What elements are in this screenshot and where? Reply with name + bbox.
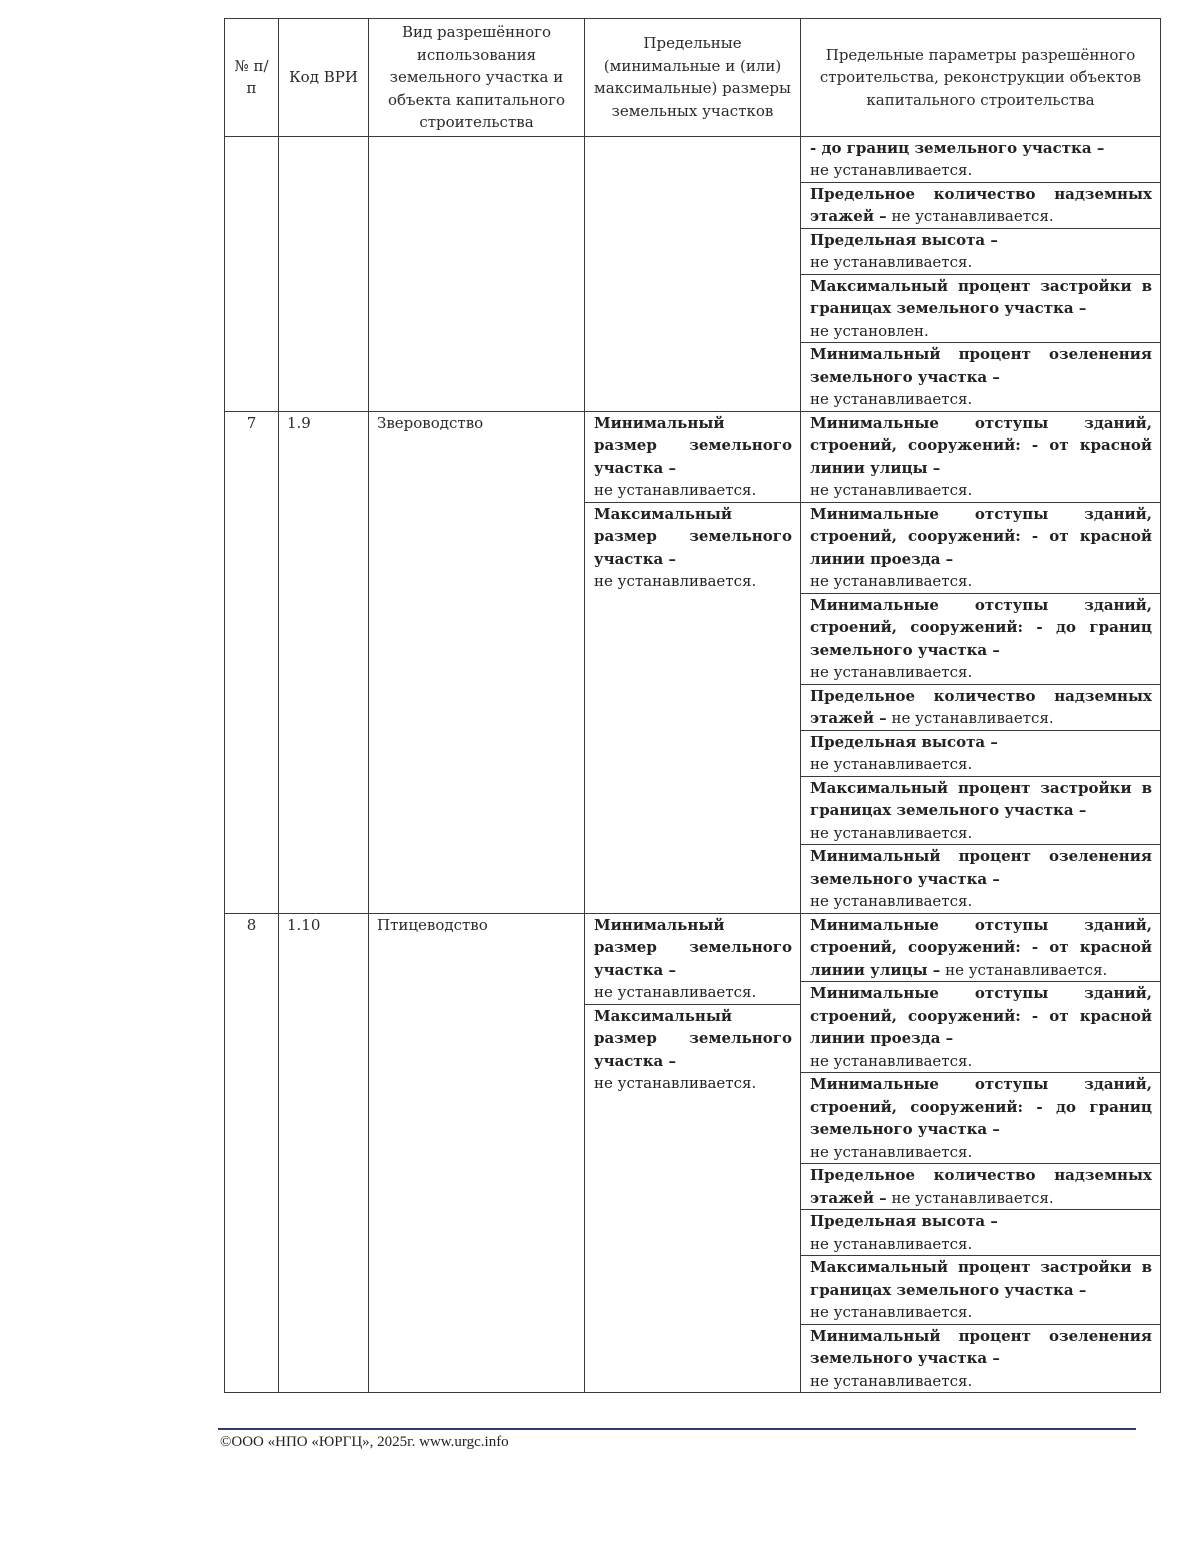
zoning-table bbox=[224, 18, 1161, 1393]
parameter-value: не устанавливается. bbox=[940, 960, 1108, 979]
parameter-block bbox=[801, 229, 1160, 275]
parameter-value: не устанавливается. bbox=[594, 983, 757, 1001]
row-code: 1.9 bbox=[279, 411, 369, 913]
parameter-label: Минимальный процент озеленения земельного участка – bbox=[810, 847, 1152, 888]
header-num: № п/п bbox=[225, 19, 279, 137]
row-use-name: Птицеводство bbox=[369, 913, 585, 1393]
row-code: 1.10 bbox=[279, 913, 369, 1393]
parameter-block bbox=[801, 685, 1160, 731]
parameter-label: Максимальный размер земельного участка – bbox=[594, 504, 792, 568]
row-num: 7 bbox=[225, 411, 279, 913]
parameter-block bbox=[801, 137, 1160, 183]
parameter-block bbox=[585, 412, 800, 503]
parameter-block bbox=[585, 1005, 800, 1095]
parameter-block bbox=[801, 1325, 1160, 1393]
header-size: Предельные (минимальные и (или) максимальные) размеры земельных участков bbox=[585, 19, 801, 137]
parameter-value: не установлен. bbox=[810, 321, 929, 340]
parameter-block bbox=[801, 1164, 1160, 1210]
parameter-label: Минимальные отступы зданий, строений, сооружений: - от красной линии улицы – bbox=[810, 915, 1152, 979]
row-use-name: Звероводство bbox=[369, 411, 585, 913]
parameter-label: Минимальные отступы зданий, строений, сооружений: - от красной линии проезда – bbox=[810, 504, 1152, 568]
parameter-block bbox=[801, 183, 1160, 229]
header-params: Предельные параметры разрешённого строительства, реконструкции объектов капитального строительства bbox=[801, 19, 1161, 137]
parameter-block bbox=[801, 1073, 1160, 1164]
row-num: 8 bbox=[225, 913, 279, 1393]
parameter-label: Максимальный процент застройки в границах земельного участка – bbox=[810, 778, 1152, 819]
footer-copyright: ©ООО «НПО «ЮРГЦ», 2025г. www.urgc.info bbox=[220, 1434, 509, 1450]
row-params-cell bbox=[801, 411, 1161, 913]
parameter-block bbox=[585, 503, 800, 593]
header-code: Код ВРИ bbox=[279, 19, 369, 137]
parameter-label: Предельная высота – bbox=[810, 230, 998, 249]
parameter-value: не устанавливается. bbox=[810, 390, 973, 408]
parameter-block bbox=[801, 1256, 1160, 1325]
parameter-label: Минимальный размер земельного участка – bbox=[594, 413, 792, 477]
parameter-value: не устанавливается. bbox=[810, 253, 973, 271]
table-header-row bbox=[225, 19, 1161, 137]
parameter-value: не устанавливается. bbox=[810, 823, 973, 842]
parameter-value: не устанавливается. bbox=[810, 755, 973, 773]
parameter-label: Предельная высота – bbox=[810, 732, 998, 751]
parameter-label: Максимальный размер земельного участка – bbox=[594, 1006, 792, 1070]
parameter-label: - до границ земельного участка – bbox=[810, 138, 1105, 157]
parameter-label: Предельная высота – bbox=[810, 1212, 998, 1230]
parameter-label: Предельное количество надземных этажей – bbox=[810, 686, 1152, 727]
parameter-value: не устанавливается. bbox=[886, 207, 1054, 225]
row-num bbox=[225, 136, 279, 411]
parameter-block bbox=[801, 1210, 1160, 1256]
parameter-label: Минимальные отступы зданий, строений, сооружений: - от красной линии проезда – bbox=[810, 984, 1152, 1047]
parameter-value: не устанавливается. bbox=[886, 709, 1054, 727]
parameter-value: не устанавливается. bbox=[810, 161, 973, 179]
parameter-block bbox=[801, 845, 1160, 913]
parameter-label: Минимальные отступы зданий, строений, сооружений: - до границ земельного участка – bbox=[810, 1075, 1152, 1138]
parameter-label: Максимальный процент застройки в границах земельного участка – bbox=[810, 276, 1152, 317]
footer-divider bbox=[218, 1428, 1136, 1430]
parameter-label: Предельное количество надземных этажей – bbox=[810, 184, 1152, 225]
parameter-label: Предельное количество надземных этажей – bbox=[810, 1166, 1152, 1207]
parameter-label: Минимальные отступы зданий, строений, сооружений: - до границ земельного участка – bbox=[810, 595, 1152, 659]
parameter-label: Минимальный процент озеленения земельного участка – bbox=[810, 1326, 1152, 1367]
table-row bbox=[225, 913, 1161, 1393]
row-size-cell bbox=[585, 913, 801, 1393]
parameter-value: не устанавливается. bbox=[810, 892, 973, 910]
parameter-value: не устанавливается. bbox=[810, 1051, 973, 1070]
parameter-label: Минимальный процент озеленения земельного участка – bbox=[810, 345, 1152, 386]
table-row bbox=[225, 136, 1161, 411]
parameter-label: Максимальный процент застройки в границах земельного участка – bbox=[810, 1258, 1152, 1299]
header-use: Вид разрешённого использования земельного участка и объекта капитального строительства bbox=[369, 19, 585, 137]
parameter-block bbox=[801, 594, 1160, 685]
row-size-cell bbox=[585, 411, 801, 913]
parameter-value: не устанавливается. bbox=[810, 1142, 973, 1161]
parameter-value: не устанавливается. bbox=[810, 1303, 973, 1321]
parameter-block bbox=[801, 503, 1160, 594]
row-size-cell bbox=[585, 136, 801, 411]
parameter-value: не устанавливается. bbox=[886, 1188, 1054, 1207]
table-row bbox=[225, 411, 1161, 913]
parameter-block bbox=[801, 412, 1160, 503]
parameter-block bbox=[801, 343, 1160, 411]
parameter-block bbox=[801, 275, 1160, 344]
parameter-label: Минимальные отступы зданий, строений, сооружений: - от красной линии улицы – bbox=[810, 413, 1152, 477]
parameter-value: не устанавливается. bbox=[594, 481, 757, 499]
parameter-block bbox=[801, 777, 1160, 846]
parameter-block bbox=[801, 982, 1160, 1073]
parameter-block bbox=[585, 914, 800, 1005]
parameter-value: не устанавливается. bbox=[810, 1371, 973, 1390]
parameter-value: не устанавливается. bbox=[810, 572, 973, 590]
row-params-cell bbox=[801, 913, 1161, 1393]
parameter-block bbox=[801, 914, 1160, 983]
parameter-value: не устанавливается. bbox=[594, 572, 757, 590]
parameter-value: не устанавливается. bbox=[810, 663, 973, 681]
row-use-name bbox=[369, 136, 585, 411]
parameter-block bbox=[801, 731, 1160, 777]
parameter-value: не устанавливается. bbox=[810, 481, 973, 499]
row-params-cell bbox=[801, 136, 1161, 411]
parameter-label: Минимальный размер земельного участка – bbox=[594, 915, 792, 979]
parameter-value: не устанавливается. bbox=[594, 1074, 757, 1092]
parameter-value: не устанавливается. bbox=[810, 1234, 973, 1253]
row-code bbox=[279, 136, 369, 411]
